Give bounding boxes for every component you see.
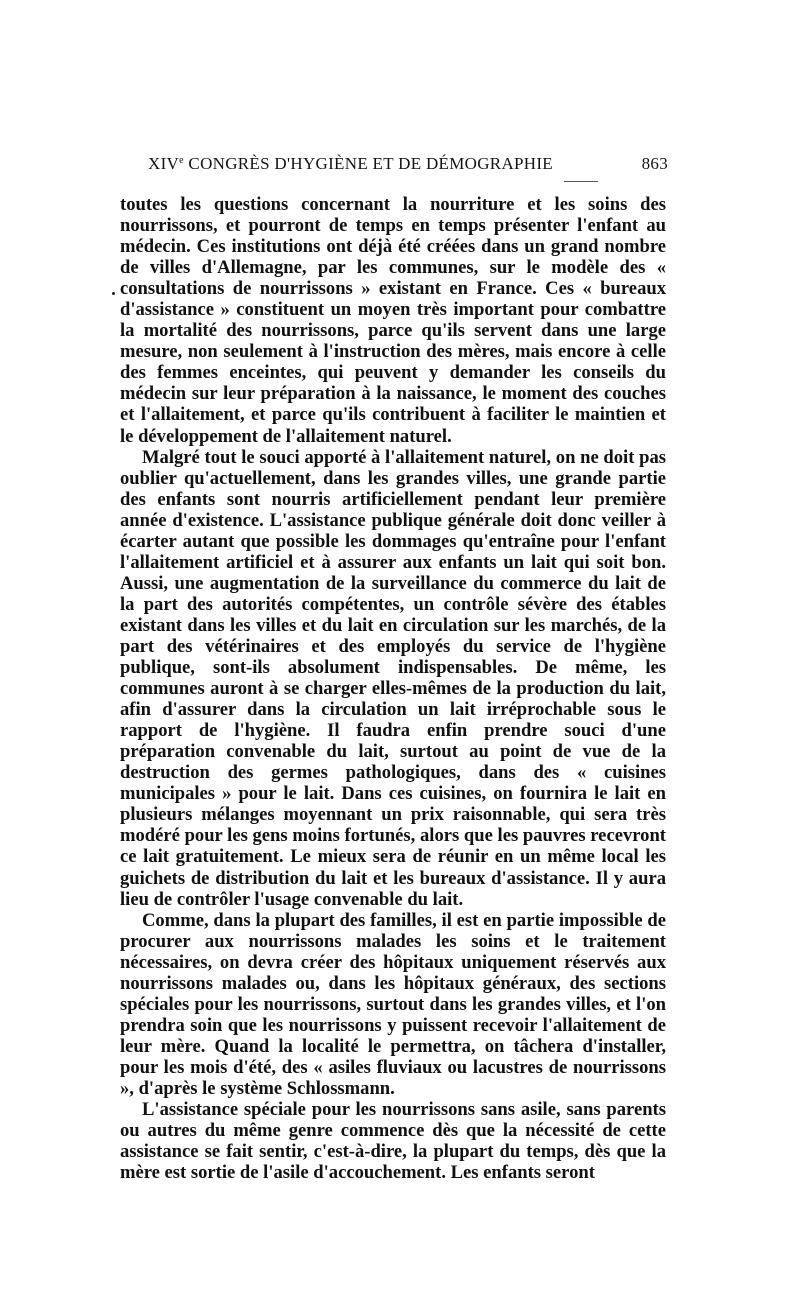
title-superscript: e [179, 155, 184, 166]
paragraph-1: toutes les questions concernant la nourriture et les soins des nourrissons, et pourront de temps en temps présenter l'enfant au médecin. Ces institutions ont déjà été créées dans un grand nombre de villes d'Allemagne, par les communes, sur le modèle des « consultations de nourrissons » existant en France. Ces « bureaux d'assistance » constituent un moyen très important pour combattre la mortalité des nourrissons, parce qu'ils servent dans une large mesure, non seulement à l'instruction des mères, mais encore à celle des femmes enceintes, qui peuvent y demander les conseils du médecin sur leur préparation à la naissance, le moment des couches et l'allaitement, et parce qu'ils contribuent à faciliter le maintien et le développement de l'allaitement naturel. [120, 194, 666, 447]
running-head [120, 154, 668, 180]
paragraph-4: L'assistance spéciale pour les nourrissons sans asile, sans parents ou autres du même genre commence dès que la nécessité de cette assistance se fait sentir, c'est-à-dire, la plupart du temps, dès que la mère est sortie de l'asile d'accouchement. Les enfants seront [120, 1099, 666, 1184]
title-rest: CONGRÈS D'HYGIÈNE ET DE DÉMOGRAPHIE [183, 154, 553, 173]
page-number: 863 [641, 154, 668, 173]
paragraph-2: Malgré tout le souci apporté à l'allaitement naturel, on ne doit pas oublier qu'actuellement, dans les grandes villes, une grande partie des enfants sont nourris artificiellement pendant leur première année d'existence. L'assistance publique générale doit donc veiller à écarter autant que possible les dommages qu'entraîne pour l'enfant l'allaitement artificiel et à assurer aux enfants un lait qui soit bon. Aussi, une augmentation de la surveillance du commerce du lait de la part des autorités compétentes, un contrôle sévère des étables existant dans les villes et du lait en circulation sur les marchés, de la part des vétérinaires et des employés du service de l'hygiène publique, sont-ils absolument indispensables. De même, les communes auront à se charger elles-mêmes de la production du lait, afin d'assurer dans la circulation un lait irréprochable sous le rapport de l'hygiène. Il faudra enfin prendre souci d'une préparation convenable du lait, surtout au point de vue de la destruction des germes pathologiques, dans des « cuisines municipales » pour le lait. Dans ces cuisines, on fournira le lait en plusieurs mélanges moyennant un prix raisonnable, qui sera très modéré pour les gens moins fortunés, alors que les pauvres recevront ce lait gratuitement. Le mieux sera de réunir en un même local les guichets de distribution du lait et les bureaux d'assistance. Il y aura lieu de contrôler l'usage convenable du lait. [120, 446, 666, 910]
title-prefix: XIV [148, 154, 180, 173]
running-head-title [148, 154, 553, 174]
paragraph-3: Comme, dans la plupart des familles, il est en partie impossible de procurer aux nourrissons malades les soins et le traitement nécessaires, on devra créer des hôpitaux uniquement réservés aux nourrissons malades ou, dans les hôpitaux généraux, des sections spéciales pour les nourrissons, surtout dans les grandes villes, et l'on prendra soin que les nourrissons y puissent recevoir l'allaitement de leur mère. Quand la localité le permettra, on tâchera d'installer, pour les mois d'été, des « asiles fluviaux ou lacustres de nourrissons », d'après le système Schlossmann. [120, 909, 666, 1099]
margin-mark [112, 292, 115, 295]
body-text [120, 194, 666, 1183]
header-rule [564, 181, 598, 182]
